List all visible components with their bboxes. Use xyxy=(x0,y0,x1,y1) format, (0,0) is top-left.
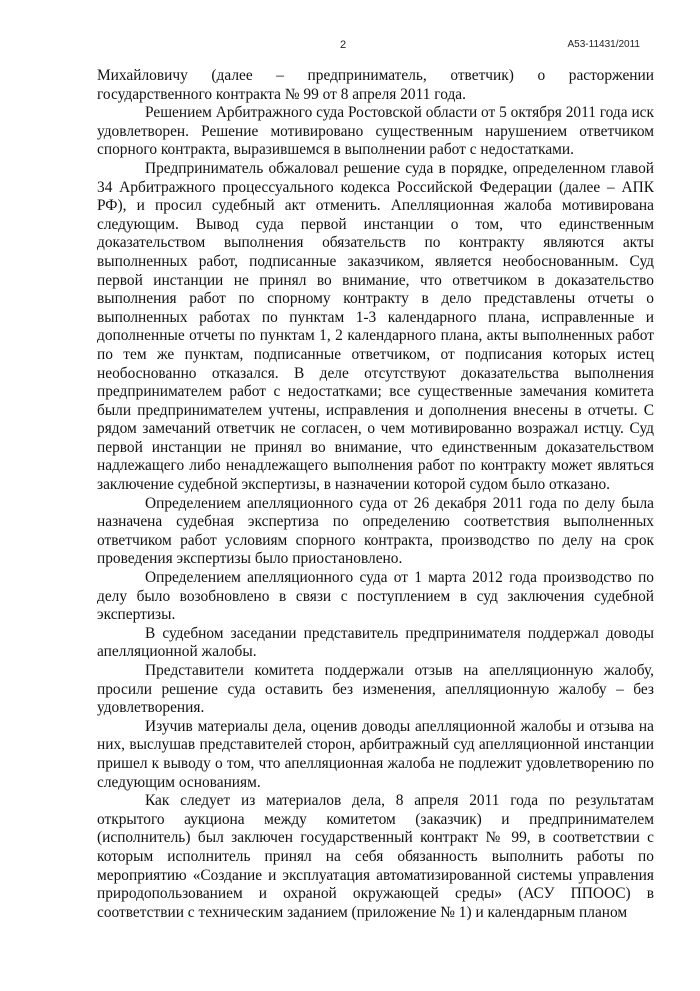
paragraph: Михайловичу (далее – предприниматель, ответчик) о расторжении государственного контракта № 99 от 8 апреля 2011 года. xyxy=(97,67,654,103)
paragraph: Решением Арбитражного суда Ростовской области от 5 октября 2011 года иск удовлетворен. Решение мотивировано существенным нарушением ответчиком спорного контракта, выразившемся в выполнении работ с недостатками. xyxy=(97,104,654,159)
document-body xyxy=(97,67,654,922)
paragraph: Как следует из материалов дела, 8 апреля 2011 года по результатам открытого аукциона между комитетом (заказчик) и предпринимателем (исполнитель) был заключен государственный контракт № 99, в соответствии с которым исполнитель принял на себя обязанность выполнить работы по мероприятию «Создание и эксплуатация автоматизированной системы управления природопользованием и охраной окружающей среды» (АСУ ППООС) в соответствии с техническим заданием (приложение № 1) и календарным планом xyxy=(97,792,654,921)
case-number: А53-11431/2011 xyxy=(567,39,640,50)
paragraph: Определением апелляционного суда от 1 марта 2012 года производство по делу было возобновлено в связи с поступлением в суд заключения судебной экспертизы. xyxy=(97,569,654,624)
paragraph: Представители комитета поддержали отзыв на апелляционную жалобу, просили решение суда оставить без изменения, апелляционную жалобу – без удовлетворения. xyxy=(97,662,654,717)
paragraph: Предприниматель обжаловал решение суда в порядке, определенном главой 34 Арбитражного процессуального кодекса Российской Федерации (далее – АПК РФ), и просил судебный акт отменить. Апелляционная жалоба мотивирована следующим. Вывод суда первой инстанции о том, что единственным доказательством выполнения обязательств по контракту являются акты выполненных работ, подписанные заказчиком, является необоснованным. Суд первой инстанции не принял во внимание, что ответчиком в доказательство выполнения работ по спорному контракту в дело представлены отчеты о выполненных работах по пунктам 1-3 календарного плана, исправленные и дополненные отчеты по пунктам 1, 2 календарного плана, акты выполненных работ по тем же пунктам, подписанные ответчиком, от подписания которых истец необоснованно отказался. В деле отсутствуют доказательства выполнения предпринимателем работ с недостатками; все существенные замечания комитета были предпринимателем учтены, исправления и дополнения внесены в отчеты. С рядом замечаний ответчик не согласен, о чем мотивированно возражал истцу. Суд первой инстанции не принял во внимание, что единственным доказательством надлежащего либо ненадлежащего выполнения работ по контракту может являться заключение судебной экспертизы, в назначении которой судом было отказано. xyxy=(97,159,654,494)
paragraph: Определением апелляционного суда от 26 декабря 2011 года по делу была назначена судебная экспертиза по определению соответствия выполненных ответчиком работ условиям спорного контракта, производство по делу на срок проведения экспертизы было приостановлено. xyxy=(97,494,654,568)
paragraph: Изучив материалы дела, оценив доводы апелляционной жалобы и отзыва на них, выслушав представителей сторон, арбитражный суд апелляционной инстанции пришел к выводу о том, что апелляционная жалоба не подлежит удовлетворению по следующим основаниям. xyxy=(97,717,654,791)
paragraph: В судебном заседании представитель предпринимателя поддержал доводы апелляционной жалобы. xyxy=(97,624,654,661)
page-number: 2 xyxy=(340,39,347,51)
